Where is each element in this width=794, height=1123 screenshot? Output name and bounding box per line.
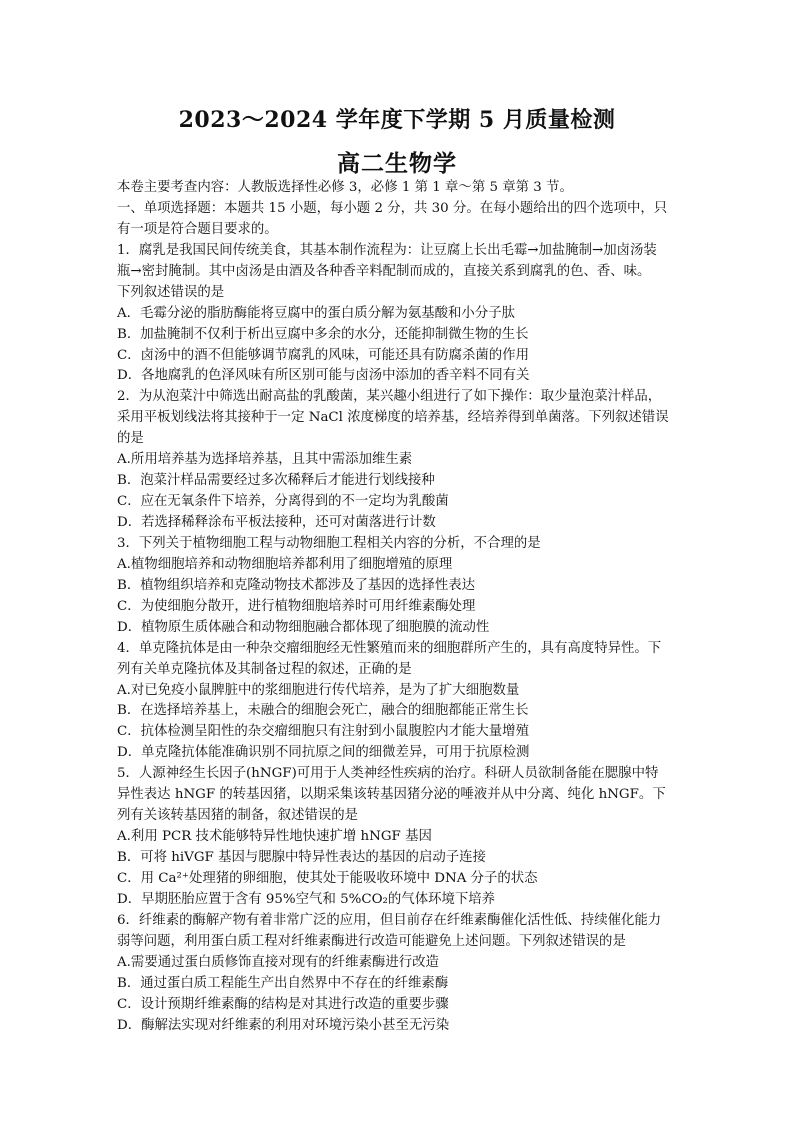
option-c: C．卤汤中的酒不但能够调节腐乳的风味，可能还具有防腐杀菌的作用 — [117, 347, 529, 363]
option-b: B．通过蛋白质工程能生产出自然界中不存在的纤维素酶 — [117, 975, 449, 991]
question-stem-line: 异性表达 hNGF 的转基因猪，以期采集该转基因猪分泌的唾液并从中分离、纯化 hNGF。下 — [117, 787, 666, 803]
question-stem-line: 3．下列关于植物细胞工程与动物细胞工程相关内容的分析，不合理的是 — [117, 535, 541, 551]
question-2 — [117, 387, 685, 534]
option-b: B．可将 hiVGF 基因与腮腺中特异性表达的基因的启动子连接 — [117, 850, 486, 865]
option-d: D．酶解法实现对纤维素的利用对环境污染小甚至无污染 — [117, 1017, 450, 1033]
option-d: D．早期胚胎应置于含有 95%空气和 5%CO₂的气体环境下培养 — [117, 891, 496, 907]
option-a: A.需要通过蛋白质修饰直接对现有的纤维素酶进行改造 — [117, 954, 439, 970]
option-b: B．泡菜汁样品需要经过多次稀释后才能进行划线接种 — [117, 473, 435, 489]
question-stem-line: 2．为从泡菜汁中筛选出耐高盐的乳酸菌，某兴趣小组进行了如下操作：取少量泡菜汁样品， — [117, 389, 662, 405]
option-c: C．抗体检测呈阳性的杂交瘤细胞只有注射到小鼠腹腔内才能大量增殖 — [117, 724, 529, 740]
question-6 — [117, 911, 685, 1037]
option-d: D．植物原生质体融合和动物细胞融合都体现了细胞膜的流动性 — [117, 619, 490, 635]
section-instruction-line-1: 一、单项选择题：本题共 15 小题，每小题 2 分，共 30 分。在每小题给出的四个选项中，只 — [117, 200, 668, 216]
option-a: A．毛霉分泌的脂肪酶能将豆腐中的蛋白质分解为氨基酸和小分子肽 — [117, 305, 515, 321]
question-1 — [117, 241, 685, 388]
question-stem-line: 采用平板划线法将其接种于一定 NaCl 浓度梯度的培养基，经培养得到单菌落。下列叙述错误 — [117, 410, 669, 426]
option-c: C．设计预期纤维素酶的结构是对其进行改造的重要步骤 — [117, 996, 449, 1012]
option-b: B．植物组织培养和克隆动物技术都涉及了基因的选择性表达 — [117, 577, 475, 593]
section-instruction-line-2: 有一项是符合题目要求的。 — [117, 221, 278, 237]
option-d: D．各地腐乳的色泽风味有所区别可能与卤汤中添加的香辛料不同有关 — [117, 368, 530, 384]
option-a: A.利用 PCR 技术能够特异性地快速扩增 hNGF 基因 — [117, 829, 432, 845]
option-c: C．用 Ca²⁺处理猪的卵细胞，使其处于能吸收环境中 DNA 分子的状态 — [117, 870, 538, 886]
exam-title: 2023～2024 学年度下学期 5 月质量检测 — [178, 107, 616, 133]
question-stem-line: 4．单克隆抗体是由一种杂交瘤细胞经无性繁殖而来的细胞群所产生的，具有高度特异性。下 — [117, 640, 662, 656]
question-stem-line: 1．腐乳是我国民间传统美食，其基本制作流程为：让豆腐上长出毛霉→加盐腌制→加卤汤装 — [117, 242, 657, 258]
question-stem-line: 弱等问题，利用蛋白质工程对纤维素酶进行改造可能避免上述问题。下列叙述错误的是 — [117, 933, 626, 949]
question-stem-line: 瓶→密封腌制。其中卤汤是由酒及各种香辛料配制而成的，直接关系到腐乳的色、香、味。 — [117, 263, 651, 279]
option-a: A.对已免疫小鼠脾脏中的浆细胞进行传代培养，是为了扩大细胞数量 — [117, 682, 520, 698]
question-3 — [117, 534, 685, 639]
option-a: A.所用培养基为选择培养基，且其中需添加维生素 — [117, 452, 413, 468]
option-a: A.植物细胞培养和动物细胞培养都利用了细胞增殖的原理 — [117, 556, 453, 572]
option-c: C．应在无氧条件下培养，分离得到的不一定均为乳酸菌 — [117, 494, 449, 510]
exam-body — [117, 178, 685, 1036]
question-stem-line: 6．纤维素的酶解产物有着非常广泛的应用，但目前存在纤维素酶催化活性低、持续催化能力 — [117, 912, 662, 928]
option-d: D．单克隆抗体能准确识别不同抗原之间的细微差异，可用于抗原检测 — [117, 745, 530, 761]
option-b: B．在选择培养基上，未融合的细胞会死亡，融合的细胞都能正常生长 — [117, 703, 529, 719]
question-stem-line: 的是 — [117, 431, 144, 447]
question-stem-line: 列有关该转基因猪的制备，叙述错误的是 — [117, 808, 359, 824]
option-b: B．加盐腌制不仅利于析出豆腐中多余的水分，还能抑制微生物的生长 — [117, 326, 529, 342]
question-stem-line: 5．人源神经生长因子(hNGF)可用于人类神经性疾病的治疗。科研人员欲制备能在腮腺中特 — [117, 766, 659, 782]
question-stem-line: 下列叙述错误的是 — [117, 284, 225, 300]
option-c: C．为使细胞分散开，进行植物细胞培养时可用纤维素酶处理 — [117, 598, 476, 614]
question-5 — [117, 764, 685, 911]
scope-note: 本卷主要考查内容：人教版选择性必修 3，必修 1 第 1 章～第 5 章第 3 节。 — [117, 180, 573, 195]
option-d: D．若选择稀释涂布平板法接种，还可对菌落进行计数 — [117, 515, 436, 530]
question-stem-line: 列有关单克隆抗体及其制备过程的叙述，正确的是 — [117, 661, 412, 677]
exam-subject: 高二生物学 — [337, 150, 457, 177]
question-4 — [117, 639, 685, 765]
